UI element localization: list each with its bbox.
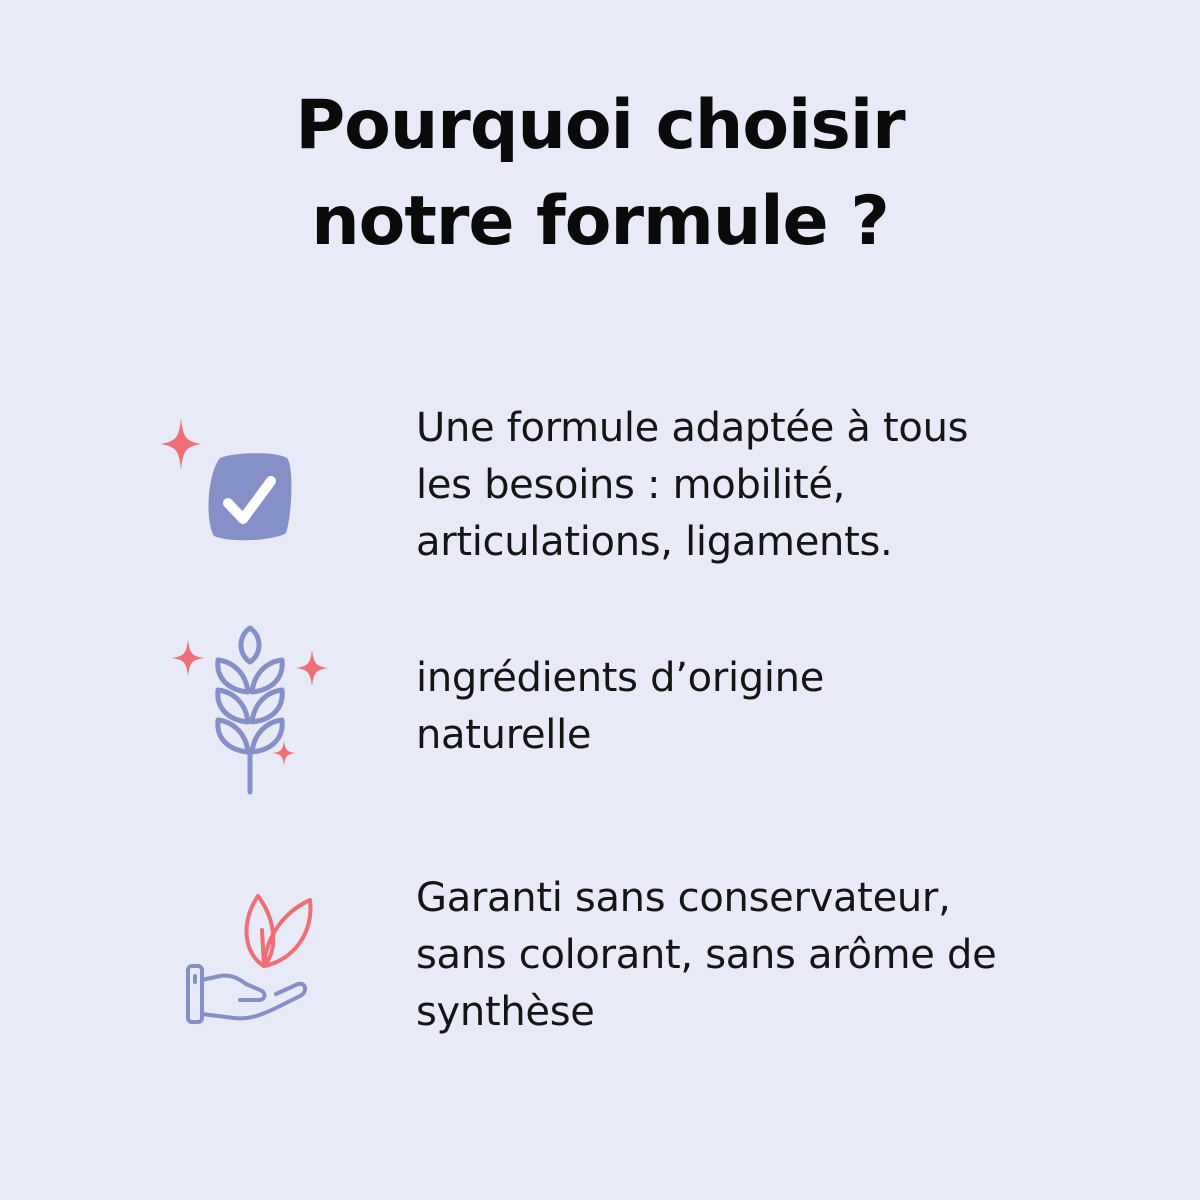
feature-line: articulations, ligaments. <box>416 519 893 565</box>
feature-text-formula <box>416 400 1136 571</box>
feature-line: les besoins : mobilité, <box>416 462 846 508</box>
hand-leaf-icon <box>180 884 320 1034</box>
feature-line: Une formule adaptée à tous <box>416 405 969 451</box>
feature-line: sans colorant, sans arôme de <box>416 932 997 978</box>
feature-text-natural <box>416 650 1136 764</box>
feature-line: Garanti sans conservateur, <box>416 875 951 921</box>
wheat-sparkle-icon <box>168 622 333 797</box>
feature-line: ingrédients d’origine <box>416 655 825 701</box>
checkbox-sparkle-icon <box>150 410 310 550</box>
feature-line: naturelle <box>416 712 592 758</box>
feature-line: synthèse <box>416 989 595 1035</box>
title-line-1: Pourquoi choisir <box>295 86 905 165</box>
page-title <box>0 78 1200 270</box>
title-line-2: notre formule ? <box>311 182 889 261</box>
feature-text-no-additives <box>416 870 1136 1041</box>
